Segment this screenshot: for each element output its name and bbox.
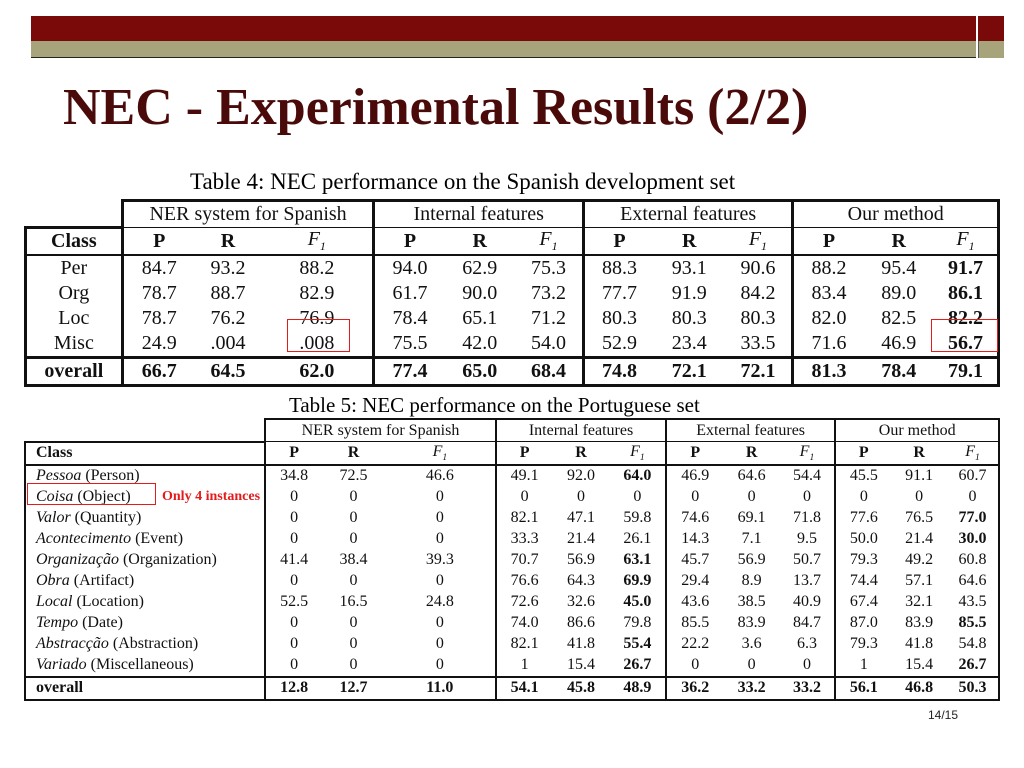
table5-value-cell: 55.4 [623, 635, 652, 652]
table4-value-cell: 94.0 [374, 255, 445, 281]
table4-value-cell: 76.2 [210, 307, 246, 329]
table4-overall-value: 77.4 [374, 358, 445, 386]
table5-corner [25, 419, 265, 442]
table5-class-cell [25, 634, 265, 655]
table4-metric-header: P [374, 228, 445, 256]
table5-metric-header: R [552, 442, 610, 465]
table5-group-row [25, 419, 999, 442]
table5-value-cell: 52.5 [265, 592, 323, 613]
table5-overall-value: 11.0 [385, 677, 497, 700]
class-name-english: (Abstraction) [112, 635, 199, 652]
table5-metric-header: $F_1$ [947, 442, 999, 465]
table5-value-cell: 87.0 [835, 613, 891, 634]
table5-header-row [25, 442, 999, 465]
table5-row [25, 634, 999, 655]
table4-overall-value: 66.7 [122, 358, 195, 386]
table5-value-cell: 41.8 [567, 635, 596, 652]
table5-value-cell: 74.0 [496, 613, 552, 634]
table5-value-cell: 57.1 [905, 572, 934, 589]
table4-value-cell: 93.1 [671, 257, 707, 279]
table5-value-cell: 72.6 [496, 592, 552, 613]
table4-value-cell: 93.2 [210, 257, 246, 279]
table5-value-cell: 82.1 [496, 508, 552, 529]
table4-overall-value: 79.1 [934, 358, 999, 386]
table5-value-cell: 41.8 [905, 635, 934, 652]
table5-value-cell: 39.3 [425, 551, 454, 568]
table4-value-cell: 42.0 [462, 332, 498, 354]
table4-value-cell: 78.7 [122, 306, 195, 331]
table4-row [26, 281, 999, 306]
table5-group-header: NER system for Spanish [265, 419, 497, 442]
table4-metric-header: $F_1$ [934, 228, 999, 256]
table4-value-cell: 56.7 [934, 331, 999, 358]
top-accent-strip [31, 41, 976, 57]
table5-value-cell: 0 [435, 572, 444, 589]
table5-value-cell: 32.1 [905, 593, 934, 610]
table5-value-cell: 0 [349, 488, 358, 505]
table4-metric-header: $F_1$ [724, 228, 792, 256]
table5-metric-header: P [265, 442, 323, 465]
table5-value-cell: 0 [435, 530, 444, 547]
table5-value-cell: 0 [435, 635, 444, 652]
table5-value-cell: 40.9 [792, 593, 821, 610]
table4-row [26, 331, 999, 358]
table4-value-cell: .008 [299, 332, 335, 354]
table5-value-cell: 0 [496, 487, 552, 508]
table4-value-cell: .004 [210, 332, 246, 354]
class-name-portuguese: Variado [36, 656, 87, 673]
table5-value-cell: 21.4 [905, 530, 934, 547]
table5-value-cell: 0 [349, 635, 358, 652]
table4-metric-header: R [195, 228, 261, 256]
table5-value-cell: 0 [265, 613, 323, 634]
table5-value-cell: 0 [265, 529, 323, 550]
slide-title: NEC - Experimental Results (2/2) [63, 79, 809, 136]
table4-overall-value: 78.4 [863, 358, 934, 386]
table4-class-cell: Loc [26, 306, 123, 331]
class-name-portuguese: Acontecimento [36, 530, 132, 547]
page-number: 14/15 [928, 708, 959, 722]
table4-group-header: Internal features [374, 201, 583, 228]
table4-value-cell: 24.9 [122, 331, 195, 358]
table5-value-cell: 59.8 [623, 509, 652, 526]
table4-value-cell: 77.7 [583, 281, 654, 306]
table4-value-cell: 75.5 [374, 331, 445, 358]
table5-value-cell: 60.8 [947, 550, 999, 571]
table5-metric-header: P [666, 442, 724, 465]
class-name-portuguese: Abstracção [36, 635, 109, 652]
table5-value-cell: 0 [265, 487, 323, 508]
table4-value-cell: 80.3 [583, 306, 654, 331]
table5-value-cell: 0 [666, 487, 724, 508]
corner-block-red [978, 16, 1004, 41]
table5-value-cell: 64.0 [623, 467, 652, 484]
table5-class-cell [25, 655, 265, 677]
table5-value-cell: 0 [349, 530, 358, 547]
table4-value-cell: 62.9 [462, 257, 498, 279]
table5-value-cell: 38.5 [737, 593, 766, 610]
table4-value-cell: 82.0 [793, 306, 864, 331]
table4-corner [26, 201, 123, 228]
table5-value-cell: 46.9 [666, 465, 724, 487]
table5-row [25, 655, 999, 677]
table4-value-cell: 52.9 [583, 331, 654, 358]
table5-overall-value: 36.2 [666, 677, 724, 700]
table4-class-cell: Misc [26, 331, 123, 358]
table5-value-cell: 0 [265, 634, 323, 655]
class-name-portuguese: Obra [36, 572, 70, 589]
table5-value-cell: 54.8 [947, 634, 999, 655]
table5-value-cell: 50.7 [792, 551, 821, 568]
table5-value-cell: 85.5 [947, 613, 999, 634]
table5-overall-value: 33.2 [724, 677, 780, 700]
table4-row [26, 306, 999, 331]
table5-row [25, 508, 999, 529]
table5-value-cell: 33.3 [496, 529, 552, 550]
top-accent-bar [31, 16, 976, 41]
class-name-english: (Quantity) [74, 509, 142, 526]
table5-metric-header: $F_1$ [780, 442, 836, 465]
table5-value-cell: 0 [915, 488, 924, 505]
table4-value-cell: 91.9 [671, 282, 707, 304]
class-name-english: (Organization) [122, 551, 217, 568]
table5-value-cell: 0 [747, 656, 756, 673]
highlight-box-misc-our-f1 [931, 319, 998, 352]
table5-value-cell: 85.5 [666, 613, 724, 634]
table5 [24, 418, 1000, 701]
class-name-portuguese: Coisa [36, 488, 74, 505]
corner-block-olive [978, 41, 1004, 58]
table4-value-cell: 54.0 [530, 332, 566, 354]
table4-row [26, 255, 999, 281]
table5-class-cell [25, 529, 265, 550]
table5-value-cell: 0 [802, 656, 811, 673]
table5-value-cell: 56.9 [567, 551, 596, 568]
table5-value-cell: 84.7 [792, 614, 821, 631]
table5-class-cell [25, 571, 265, 592]
table5-value-cell: 24.8 [425, 593, 454, 610]
table5-value-cell: 76.5 [905, 509, 934, 526]
table4-value-cell: 80.3 [671, 307, 707, 329]
table5-metric-header: $F_1$ [385, 442, 497, 465]
table5-value-cell: 69.9 [623, 572, 652, 589]
class-name-english: (Date) [82, 614, 123, 631]
class-name-english: (Person) [85, 467, 140, 484]
table5-value-cell: 0 [349, 656, 358, 673]
table5-value-cell: 32.6 [567, 593, 596, 610]
table5-value-cell: 72.5 [339, 467, 368, 484]
table4-value-cell: 86.1 [934, 281, 999, 306]
table5-class-header: Class [25, 442, 265, 465]
table5-value-cell: 26.7 [623, 656, 652, 673]
table5-overall-value: 54.1 [496, 677, 552, 700]
table4-value-cell: 88.3 [583, 255, 654, 281]
table5-value-cell: 64.6 [737, 467, 766, 484]
table5-row [25, 592, 999, 613]
table5-value-cell: 0 [947, 487, 999, 508]
table5-value-cell: 15.4 [567, 656, 596, 673]
table4-metric-header: P [583, 228, 654, 256]
table5-overall-value: 46.8 [891, 677, 947, 700]
table5-value-cell: 3.6 [741, 635, 762, 652]
table5-value-cell: 14.3 [666, 529, 724, 550]
table5-overall-value: 12.8 [265, 677, 323, 700]
table5-value-cell: 1 [835, 655, 891, 677]
class-name-english: (Event) [135, 530, 184, 547]
table5-value-cell: 9.5 [796, 530, 817, 547]
table5-metric-header: $F_1$ [610, 442, 666, 465]
class-name-english: (Miscellaneous) [90, 656, 194, 673]
table5-value-cell: 0 [265, 571, 323, 592]
table5-value-cell: 43.6 [666, 592, 724, 613]
table5-value-cell: 82.1 [496, 634, 552, 655]
table4-caption: Table 4: NEC performance on the Spanish development set [190, 169, 736, 194]
table5-value-cell: 49.1 [496, 465, 552, 487]
table5-metric-header: R [724, 442, 780, 465]
table5-value-cell: 21.4 [567, 530, 596, 547]
table5-value-cell: 77.6 [835, 508, 891, 529]
table5-value-cell: 45.0 [623, 593, 652, 610]
table5-overall-value: 33.2 [780, 677, 836, 700]
table5-value-cell: 79.3 [835, 550, 891, 571]
table5-value-cell: 50.0 [835, 529, 891, 550]
highlight-box-misc-ner-f1 [287, 319, 350, 352]
table5-value-cell: 79.8 [623, 614, 652, 631]
table5-value-cell: 0 [747, 488, 756, 505]
table4-overall-value: 64.5 [195, 358, 261, 386]
table4-overall-value: 62.0 [261, 358, 374, 386]
table5-value-cell: 54.4 [792, 467, 821, 484]
class-name-portuguese: Pessoa [36, 467, 82, 484]
table4-value-cell: 84.7 [122, 255, 195, 281]
table4-class-cell: Org [26, 281, 123, 306]
table5-value-cell: 0 [435, 509, 444, 526]
table4-class-header: Class [26, 228, 123, 256]
table4-value-cell: 23.4 [671, 332, 707, 354]
table4-overall-value: 74.8 [583, 358, 654, 386]
table5-value-cell: 6.3 [796, 635, 817, 652]
table5-value-cell: 34.8 [265, 465, 323, 487]
table5-value-cell: 91.1 [905, 467, 934, 484]
table5-value-cell: 0 [349, 509, 358, 526]
table4-overall-value: 81.3 [793, 358, 864, 386]
table5-value-cell: 77.0 [947, 508, 999, 529]
table4-metric-header: P [122, 228, 195, 256]
table5-value-cell: 74.6 [666, 508, 724, 529]
table5-overall-value: 48.9 [610, 677, 666, 700]
table4-overall-value: 72.1 [724, 358, 792, 386]
table5-value-cell: 45.5 [835, 465, 891, 487]
table4-value-cell: 71.6 [793, 331, 864, 358]
table5-value-cell: 0 [265, 655, 323, 677]
table5-metric-header: P [835, 442, 891, 465]
table5-overall-value: 56.1 [835, 677, 891, 700]
table4-value-cell: 76.9 [299, 307, 335, 329]
table4-value-cell: 71.2 [530, 307, 566, 329]
table5-value-cell: 0 [577, 488, 586, 505]
table5-value-cell: 1 [496, 655, 552, 677]
table4-value-cell: 78.4 [374, 306, 445, 331]
table5-value-cell: 49.2 [905, 551, 934, 568]
table4-value-cell: 65.1 [462, 307, 498, 329]
table5-value-cell: 46.6 [425, 467, 454, 484]
table4-group-row [26, 201, 999, 228]
table4-value-cell: 84.2 [740, 282, 776, 304]
table5-value-cell: 30.0 [947, 529, 999, 550]
table5-row [25, 465, 999, 487]
table5-value-cell: 16.5 [339, 593, 368, 610]
table5-group-header: Our method [835, 419, 999, 442]
table5-value-cell: 70.7 [496, 550, 552, 571]
table5-value-cell: 71.8 [792, 509, 821, 526]
table4-value-cell: 61.7 [374, 281, 445, 306]
class-name-portuguese: Valor [36, 509, 71, 526]
table4-value-cell: 91.7 [934, 255, 999, 281]
table4-value-cell: 33.5 [740, 332, 776, 354]
table5-value-cell: 45.7 [666, 550, 724, 571]
table5-overall-row [25, 677, 999, 700]
table5-value-cell: 0 [633, 488, 642, 505]
table4-value-cell: 83.4 [793, 281, 864, 306]
table5-class-cell [25, 508, 265, 529]
table5-value-cell: 8.9 [741, 572, 762, 589]
table4-metric-header: R [444, 228, 515, 256]
table5-value-cell: 0 [349, 572, 358, 589]
table4-metric-header: P [793, 228, 864, 256]
table4-value-cell: 80.3 [740, 307, 776, 329]
table4-group-header: NER system for Spanish [122, 201, 374, 228]
table4-overall-value: 68.4 [515, 358, 583, 386]
table5-value-cell: 92.0 [567, 467, 596, 484]
table5-value-cell: 0 [265, 508, 323, 529]
table5-metric-header: P [496, 442, 552, 465]
table5-value-cell: 63.1 [623, 551, 652, 568]
table5-value-cell: 38.4 [339, 551, 368, 568]
table5-value-cell: 76.6 [496, 571, 552, 592]
table4 [24, 199, 1000, 387]
table5-value-cell: 60.7 [947, 465, 999, 487]
highlight-box-coisa [27, 483, 156, 505]
table4-overall-value: 65.0 [444, 358, 515, 386]
table4-value-cell: 75.3 [530, 257, 566, 279]
table4-value-cell: 88.2 [299, 257, 335, 279]
table4-value-cell: 89.0 [881, 282, 917, 304]
table5-value-cell: 7.1 [741, 530, 762, 547]
table5-row [25, 613, 999, 634]
table5-row [25, 550, 999, 571]
table4-group-header: Our method [793, 201, 999, 228]
table4-header-row [26, 228, 999, 256]
table5-metric-header: R [891, 442, 947, 465]
table5-value-cell: 22.2 [666, 634, 724, 655]
table4-metric-header: R [863, 228, 934, 256]
table4-overall-value: 72.1 [654, 358, 725, 386]
table5-value-cell: 74.4 [835, 571, 891, 592]
table5-value-cell: 0 [435, 656, 444, 673]
table4-metric-header: R [654, 228, 725, 256]
table5-value-cell: 0 [349, 614, 358, 631]
table4-value-cell: 95.4 [881, 257, 917, 279]
table4-value-cell: 82.5 [881, 307, 917, 329]
table4-metric-header: $F_1$ [515, 228, 583, 256]
table5-value-cell: 67.4 [835, 592, 891, 613]
table4-value-cell: 82.9 [299, 282, 335, 304]
table4-value-cell: 88.7 [210, 282, 246, 304]
table5-class-cell [25, 550, 265, 571]
table4-value-cell: 82.2 [934, 306, 999, 331]
table5-value-cell: 29.4 [666, 571, 724, 592]
table5-overall-value: 45.8 [552, 677, 610, 700]
top-accent-line [31, 57, 976, 58]
table5-overall-value: 12.7 [323, 677, 385, 700]
table4-value-cell: 90.0 [462, 282, 498, 304]
table4-value-cell: 88.2 [793, 255, 864, 281]
class-name-english: (Location) [76, 593, 144, 610]
table5-value-cell: 0 [435, 488, 444, 505]
table5-row [25, 571, 999, 592]
table5-value-cell: 0 [835, 487, 891, 508]
class-name-portuguese: Organização [36, 551, 119, 568]
table4-metric-header: $F_1$ [261, 228, 374, 256]
table5-row [25, 529, 999, 550]
table5-metric-header: R [323, 442, 385, 465]
table4-class-cell: Per [26, 255, 123, 281]
table5-value-cell: 0 [666, 655, 724, 677]
table5-value-cell: 56.9 [737, 551, 766, 568]
table5-value-cell: 47.1 [567, 509, 596, 526]
annotation-note: Only 4 instances [162, 489, 261, 504]
table4-value-cell: 46.9 [881, 332, 917, 354]
table4-value-cell: 90.6 [740, 257, 776, 279]
class-name-portuguese: Local [36, 593, 73, 610]
table5-group-header: External features [666, 419, 836, 442]
table5-value-cell: 26.7 [947, 655, 999, 677]
table5-value-cell: 41.4 [265, 550, 323, 571]
table5-value-cell: 83.9 [737, 614, 766, 631]
table5-value-cell: 86.6 [567, 614, 596, 631]
table5-value-cell: 0 [435, 614, 444, 631]
table4-overall-label: overall [26, 358, 123, 386]
table5-value-cell: 13.7 [792, 572, 821, 589]
table5-overall-value: 50.3 [947, 677, 999, 700]
table5-overall-label: overall [25, 677, 265, 700]
table4-group-header: External features [583, 201, 792, 228]
table5-caption: Table 5: NEC performance on the Portuguese set [289, 393, 700, 417]
class-name-portuguese: Tempo [36, 614, 79, 631]
table5-value-cell: 43.5 [947, 592, 999, 613]
table4-value-cell: 73.2 [530, 282, 566, 304]
class-name-english: (Artifact) [73, 572, 135, 589]
table4-value-cell: 78.7 [122, 281, 195, 306]
table5-value-cell: 26.1 [623, 530, 652, 547]
table5-value-cell: 79.3 [835, 634, 891, 655]
class-name-english: (Object) [77, 488, 131, 505]
table5-value-cell: 69.1 [737, 509, 766, 526]
table5-group-header: Internal features [496, 419, 666, 442]
table4-overall-row [26, 358, 999, 386]
table5-value-cell: 83.9 [905, 614, 934, 631]
table5-class-cell [25, 613, 265, 634]
table5-value-cell: 64.3 [567, 572, 596, 589]
table5-value-cell: 15.4 [905, 656, 934, 673]
table5-class-cell [25, 592, 265, 613]
table5-value-cell: 64.6 [947, 571, 999, 592]
table5-value-cell: 0 [802, 488, 811, 505]
